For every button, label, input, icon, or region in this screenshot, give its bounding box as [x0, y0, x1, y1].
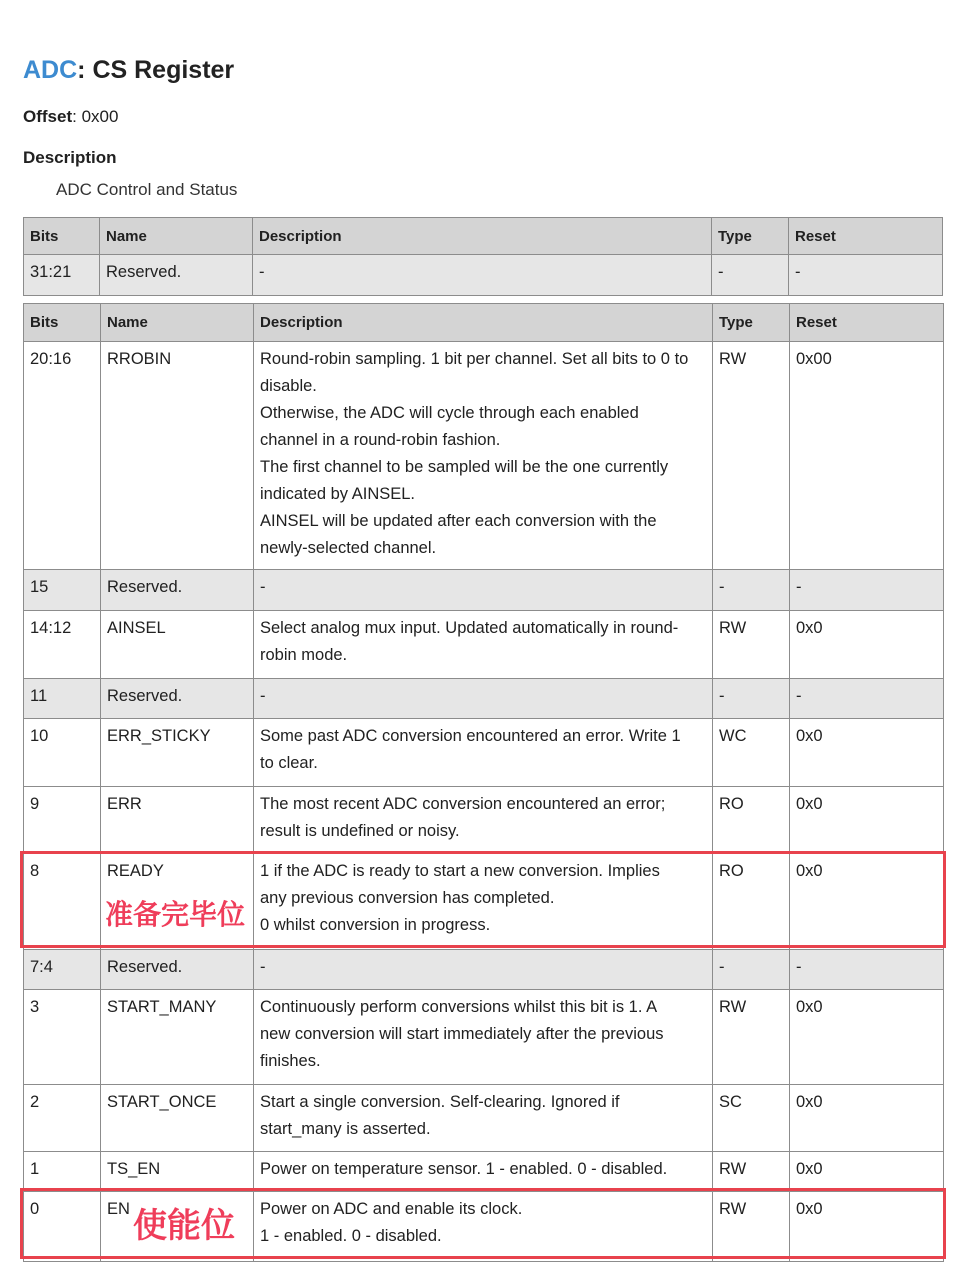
bits-cell: 3: [24, 990, 101, 1085]
description-line: any previous conversion has completed.: [260, 889, 555, 907]
reset-cell: 0x0: [790, 611, 944, 679]
field-name-cell: ERR_STICKY: [101, 719, 254, 787]
bits-cell: 31:21: [24, 255, 100, 296]
description-line: -: [260, 578, 266, 596]
table-row: [24, 1085, 944, 1152]
description-cell: [254, 787, 713, 854]
table-row: [24, 570, 944, 611]
bits-cell: 1: [24, 1152, 101, 1192]
description-line: -: [259, 263, 265, 281]
offset-line: [23, 107, 118, 127]
col-type-header: Type: [712, 218, 789, 255]
field-name-cell: START_MANY: [101, 990, 254, 1085]
offset-value: : 0x00: [72, 107, 119, 126]
reset-cell: 0x0: [790, 990, 944, 1085]
description-line: 1 - enabled. 0 - disabled.: [260, 1227, 442, 1245]
description-line: newly-selected channel.: [260, 539, 437, 557]
field-name-cell: RROBIN: [101, 342, 254, 570]
description-line: Otherwise, the ADC will cycle through each enabled: [260, 404, 639, 422]
type-cell: RO: [713, 854, 790, 950]
bits-cell: 2: [24, 1085, 101, 1152]
reset-cell: 0x0: [790, 1152, 944, 1192]
col-name-header: Name: [100, 218, 253, 255]
type-cell: -: [713, 570, 790, 611]
title-text: : CS Register: [77, 56, 235, 84]
bits-cell: 0: [24, 1192, 101, 1262]
field-name-cell: Reserved.: [100, 255, 253, 296]
reset-cell: 0x0: [790, 1192, 944, 1262]
type-cell: RO: [713, 787, 790, 854]
type-cell: -: [713, 950, 790, 990]
description-cell: [254, 679, 713, 719]
table-row: [24, 719, 944, 787]
ready-annotation: 准备完毕位: [105, 898, 246, 931]
bits-cell: 7:4: [24, 950, 101, 990]
reset-cell: -: [790, 570, 944, 611]
col-bits-header: Bits: [24, 304, 101, 342]
type-cell: SC: [713, 1085, 790, 1152]
bits-cell: 8: [24, 854, 101, 950]
table-row: [24, 255, 943, 296]
page-title: [23, 56, 234, 85]
col-reset-header: Reset: [789, 218, 943, 255]
description-cell: [254, 570, 713, 611]
description-cell: [254, 611, 713, 679]
description-line: finishes.: [260, 1052, 321, 1070]
col-description-header: Description: [254, 304, 713, 342]
col-type-header: Type: [713, 304, 790, 342]
description-line: Start a single conversion. Self-clearing. Ignored if: [260, 1093, 620, 1111]
col-description-header: Description: [253, 218, 712, 255]
field-name-cell: ERR: [101, 787, 254, 854]
description-cell: [253, 255, 712, 296]
reset-cell: -: [790, 950, 944, 990]
header-row: [24, 218, 943, 255]
field-name-cell: AINSEL: [101, 611, 254, 679]
register-fields-table: [23, 303, 944, 1262]
bits-cell: 9: [24, 787, 101, 854]
reset-cell: 0x0: [790, 787, 944, 854]
description-line: The most recent ADC conversion encountered an error;: [260, 795, 666, 813]
description-line: Power on ADC and enable its clock.: [260, 1200, 523, 1218]
type-cell: -: [712, 255, 789, 296]
type-cell: RW: [713, 611, 790, 679]
type-cell: RW: [713, 342, 790, 570]
description-line: disable.: [260, 377, 317, 395]
reset-cell: 0x0: [790, 1085, 944, 1152]
description-line: indicated by AINSEL.: [260, 485, 416, 503]
description-line: to clear.: [260, 754, 318, 772]
description-line: AINSEL will be updated after each conversion with the: [260, 512, 657, 530]
bits-cell: 10: [24, 719, 101, 787]
field-name-cell: Reserved.: [101, 679, 254, 719]
description-cell: [254, 990, 713, 1085]
description-line: Some past ADC conversion encountered an error. Write 1: [260, 727, 681, 745]
description-line: robin mode.: [260, 646, 348, 664]
reset-cell: 0x0: [790, 854, 944, 950]
en-annotation: 使能位: [133, 1206, 235, 1246]
field-name-cell: Reserved.: [101, 570, 254, 611]
reserved-bits-table: [23, 217, 943, 296]
col-reset-header: Reset: [790, 304, 944, 342]
field-name-cell: START_ONCE: [101, 1085, 254, 1152]
description-text: ADC Control and Status: [56, 180, 238, 199]
description-cell: [254, 1085, 713, 1152]
description-line: Power on temperature sensor. 1 - enabled. 0 - disabled.: [260, 1160, 668, 1178]
type-cell: RW: [713, 1192, 790, 1262]
type-cell: RW: [713, 990, 790, 1085]
description-cell: [254, 719, 713, 787]
description-cell: [254, 342, 713, 570]
reset-cell: -: [790, 679, 944, 719]
type-cell: WC: [713, 719, 790, 787]
field-name-cell: TS_EN: [101, 1152, 254, 1192]
description-cell: [254, 1152, 713, 1192]
description-cell: [254, 950, 713, 990]
description-line: Round-robin sampling. 1 bit per channel. Set all bits to 0 to: [260, 350, 689, 368]
reset-cell: 0x0: [790, 719, 944, 787]
description-line: result is undefined or noisy.: [260, 822, 460, 840]
table-row: [24, 787, 944, 854]
table-row: [24, 679, 944, 719]
col-bits-header: Bits: [24, 218, 100, 255]
description-line: Continuously perform conversions whilst this bit is 1. A: [260, 998, 658, 1016]
bits-cell: 14:12: [24, 611, 101, 679]
type-cell: RW: [713, 1152, 790, 1192]
field-name-cell: EN: [101, 1192, 254, 1262]
type-cell: -: [713, 679, 790, 719]
reset-cell: 0x00: [790, 342, 944, 570]
description-line: 1 if the ADC is ready to start a new conversion. Implies: [260, 862, 660, 880]
table-row: [24, 950, 944, 990]
table-row: [24, 990, 944, 1085]
bits-cell: 11: [24, 679, 101, 719]
description-line: -: [260, 687, 266, 705]
header-row: [24, 304, 944, 342]
description-line: 0 whilst conversion in progress.: [260, 916, 491, 934]
description-line: new conversion will start immediately after the previous: [260, 1025, 664, 1043]
field-name-cell: Reserved.: [101, 950, 254, 990]
description-heading: Description: [23, 148, 117, 167]
bits-cell: 20:16: [24, 342, 101, 570]
description-line: -: [260, 958, 266, 976]
table-row: [24, 611, 944, 679]
table-row: [24, 1152, 944, 1192]
description-line: Select analog mux input. Updated automatically in round-: [260, 619, 679, 637]
description-line: The first channel to be sampled will be the one currently: [260, 458, 669, 476]
reset-cell: -: [789, 255, 943, 296]
description-line: start_many is asserted.: [260, 1120, 431, 1138]
description-line: channel in a round-robin fashion.: [260, 431, 501, 449]
offset-label: Offset: [23, 107, 73, 126]
adc-link[interactable]: ADC: [23, 56, 78, 84]
bits-cell: 15: [24, 570, 101, 611]
field-name-cell: READY: [101, 854, 254, 950]
table-row: [24, 342, 944, 570]
col-name-header: Name: [101, 304, 254, 342]
